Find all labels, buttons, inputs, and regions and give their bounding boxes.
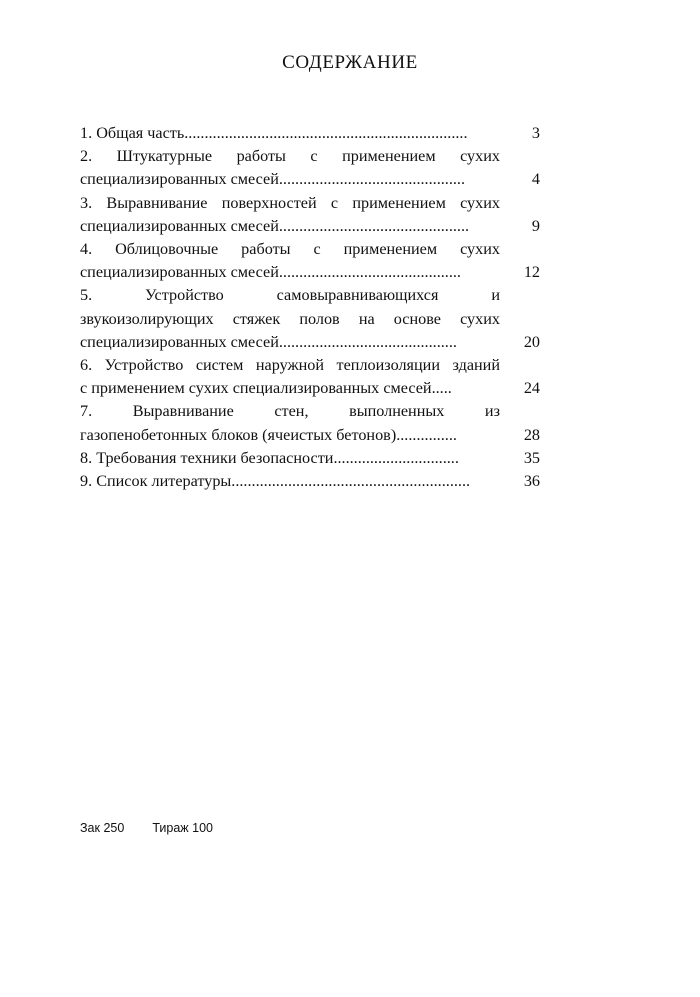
- toc-entry-line: 2. Штукатурные работы с применением сухих: [80, 147, 500, 166]
- toc-page-number: 4: [531, 170, 540, 189]
- toc-entry-line: с применением сухих специализированных смесей.....: [80, 379, 452, 398]
- toc-entry-line: 8. Требования техники безопасности...............................: [80, 448, 459, 467]
- toc-entry-line: 1. Общая часть......................................................................: [80, 124, 468, 142]
- toc-entry-line: специализированных смесей.............................................: [80, 263, 461, 282]
- toc-page-number: 20: [523, 332, 540, 351]
- toc-page-number: 35: [523, 448, 540, 467]
- toc-entry-line: специализированных смесей..............................................: [80, 170, 466, 189]
- toc-entry-line: 4. Облицовочные работы с применением сухих: [80, 240, 500, 259]
- page-title: СОДЕРЖАНИЕ: [282, 52, 418, 73]
- toc-entry-7: [80, 400, 550, 446]
- toc-page-number: 9: [531, 216, 540, 235]
- toc-entry-line: 7. Выравнивание стен, выполненных из: [80, 402, 500, 421]
- toc-entry-4: [80, 238, 550, 284]
- toc-entry-line: звукоизолирующих стяжек полов на основе сухих: [80, 309, 500, 328]
- toc-entry-line: газопенобетонных блоков (ячеистых бетонов)...............: [80, 425, 457, 444]
- toc-page-number: 28: [523, 425, 540, 444]
- toc-entry-8: [80, 447, 550, 470]
- toc-entry-line: специализированных смесей...............................................: [80, 216, 470, 235]
- order-number: Зак 250: [80, 821, 125, 835]
- toc-page-number: 24: [523, 379, 540, 398]
- toc-entry-6: [80, 354, 550, 400]
- toc-entry-line: 6. Устройство систем наружной теплоизоляции зданий: [80, 356, 500, 375]
- table-of-contents: [80, 122, 550, 493]
- toc-entry-line: 9. Список литературы...........................................................: [80, 472, 471, 491]
- toc-entry-5: [80, 284, 550, 354]
- toc-page-number: 12: [523, 263, 540, 282]
- toc-entry-1: [80, 122, 550, 145]
- toc-entry-line: 5. Устройство самовыравнивающихся и: [80, 286, 500, 305]
- print-run: Тираж 100: [152, 821, 213, 835]
- toc-page-number: 3: [531, 124, 540, 142]
- toc-entry-2: [80, 145, 550, 191]
- toc-entry-9: [80, 470, 550, 493]
- toc-entry-3: [80, 192, 550, 238]
- toc-page-number: 36: [523, 472, 540, 491]
- toc-entry-line: специализированных смесей............................................: [80, 332, 457, 351]
- toc-entry-line: 3. Выравнивание поверхностей с применением сухих: [80, 193, 500, 212]
- imprint-footer: [80, 821, 213, 835]
